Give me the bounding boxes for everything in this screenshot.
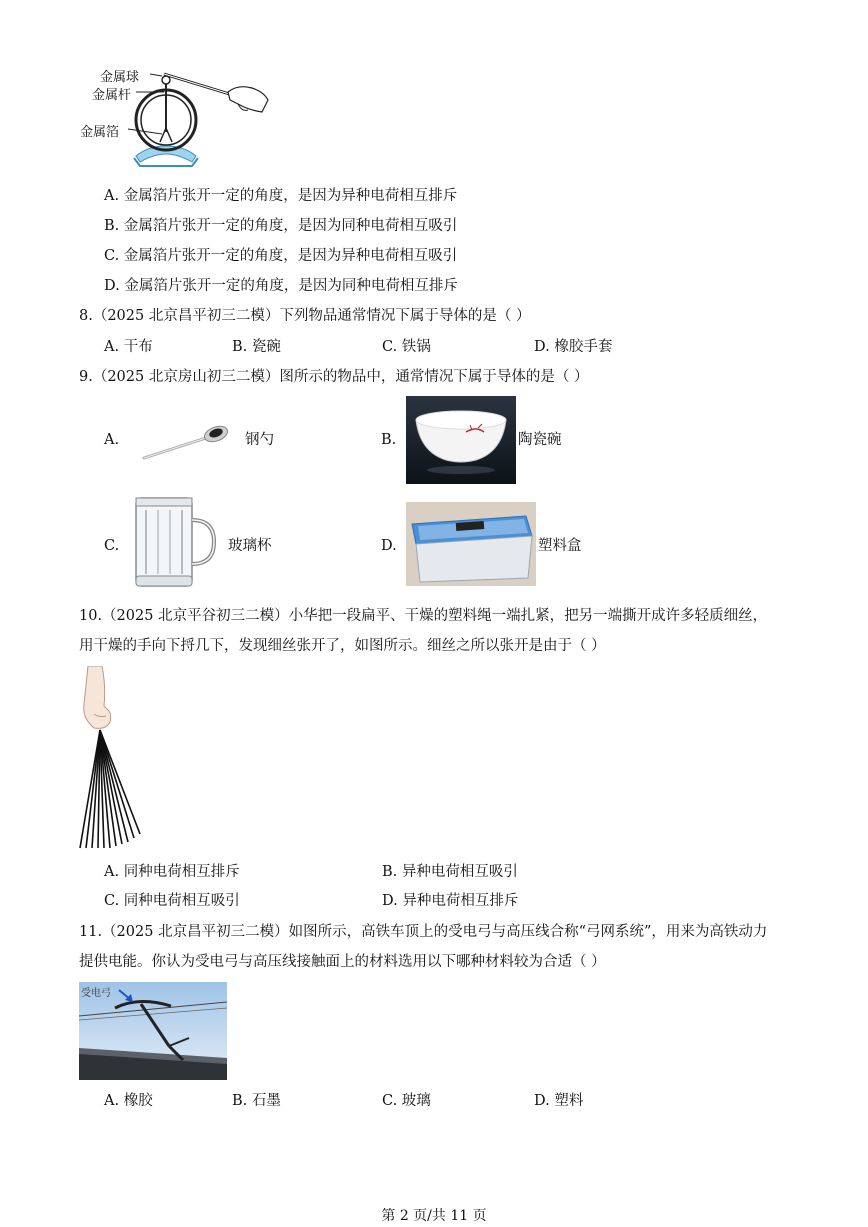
q9-option-a-name: 钢勺: [245, 432, 274, 448]
q8-stem: 8.（2025 北京昌平初三二模）下列物品通常情况下属于导体的是（ ）: [79, 308, 531, 324]
q11-option-a: A. 橡胶: [104, 1093, 153, 1109]
label-ball: 金属球: [100, 70, 140, 85]
q10-option-a: A. 同种电荷相互排斥: [104, 864, 240, 880]
q8-option-a: A. 干布: [104, 339, 153, 355]
q8-option-d: D. 橡胶手套: [534, 339, 613, 355]
q8-option-b: B. 瓷碗: [232, 339, 281, 355]
q9-stem: 9.（2025 北京房山初三二模）图所示的物品中，通常情况下属于导体的是（ ）: [79, 369, 589, 385]
ceramic-bowl-image: [406, 396, 516, 484]
electroscope-figure: [78, 62, 278, 178]
glass-cup-image: [128, 494, 218, 590]
q10-stem-line1: 10.（2025 北京平谷初三二模）小华把一段扁平、干燥的塑料绳一端扎紧，把另一端撕开成许多轻质细丝，: [79, 608, 768, 624]
q9-option-a-letter: A.: [104, 432, 120, 448]
steel-spoon-image: [140, 418, 235, 464]
q9-option-b-name: 陶瓷碗: [518, 432, 562, 448]
plastic-strings-figure: [76, 666, 146, 852]
q9-option-c-name: 玻璃杯: [228, 538, 272, 554]
label-rod: 金属杆: [92, 88, 132, 103]
q10-stem-line2: 用干燥的手向下捋几下，发现细丝张开了，如图所示。细丝之所以张开是由于（ ）: [79, 638, 606, 654]
q7-option-b: B. 金属箔片张开一定的角度，是因为同种电荷相互吸引: [104, 218, 458, 234]
q10-option-c: C. 同种电荷相互吸引: [104, 893, 240, 909]
q11-stem-line1: 11.（2025 北京昌平初三二模）如图所示，高铁车顶上的受电弓与高压线合称“弓网系统”，用来为高铁动力: [79, 924, 768, 940]
q9-option-b-letter: B.: [381, 432, 397, 448]
q10-option-d: D. 异种电荷相互排斥: [382, 893, 519, 909]
q7-option-d: D. 金属箔片张开一定的角度，是因为同种电荷相互排斥: [104, 278, 458, 294]
pantograph-label: 受电弓: [81, 988, 111, 999]
plastic-box-image: [406, 502, 536, 586]
page-footer: 第 2 页/共 11 页: [381, 1208, 487, 1224]
q7-option-a: A. 金属箔片张开一定的角度，是因为异种电荷相互排斥: [104, 188, 458, 204]
q11-option-d: D. 塑料: [534, 1093, 584, 1109]
q9-option-d-name: 塑料盒: [538, 538, 582, 554]
pantograph-image: [79, 982, 227, 1080]
q7-option-c: C. 金属箔片张开一定的角度，是因为异种电荷相互吸引: [104, 248, 458, 264]
q11-stem-line2: 提供电能。你认为受电弓与高压线接触面上的材料选用以下哪种材料较为合适（ ）: [79, 954, 606, 970]
q10-option-b: B. 异种电荷相互吸引: [382, 864, 518, 880]
q9-option-d-letter: D.: [381, 538, 397, 554]
q11-option-b: B. 石墨: [232, 1093, 281, 1109]
q11-option-c: C. 玻璃: [382, 1093, 431, 1109]
label-foil: 金属箔: [80, 125, 120, 140]
q9-option-c-letter: C.: [104, 538, 120, 554]
q8-option-c: C. 铁锅: [382, 339, 431, 355]
